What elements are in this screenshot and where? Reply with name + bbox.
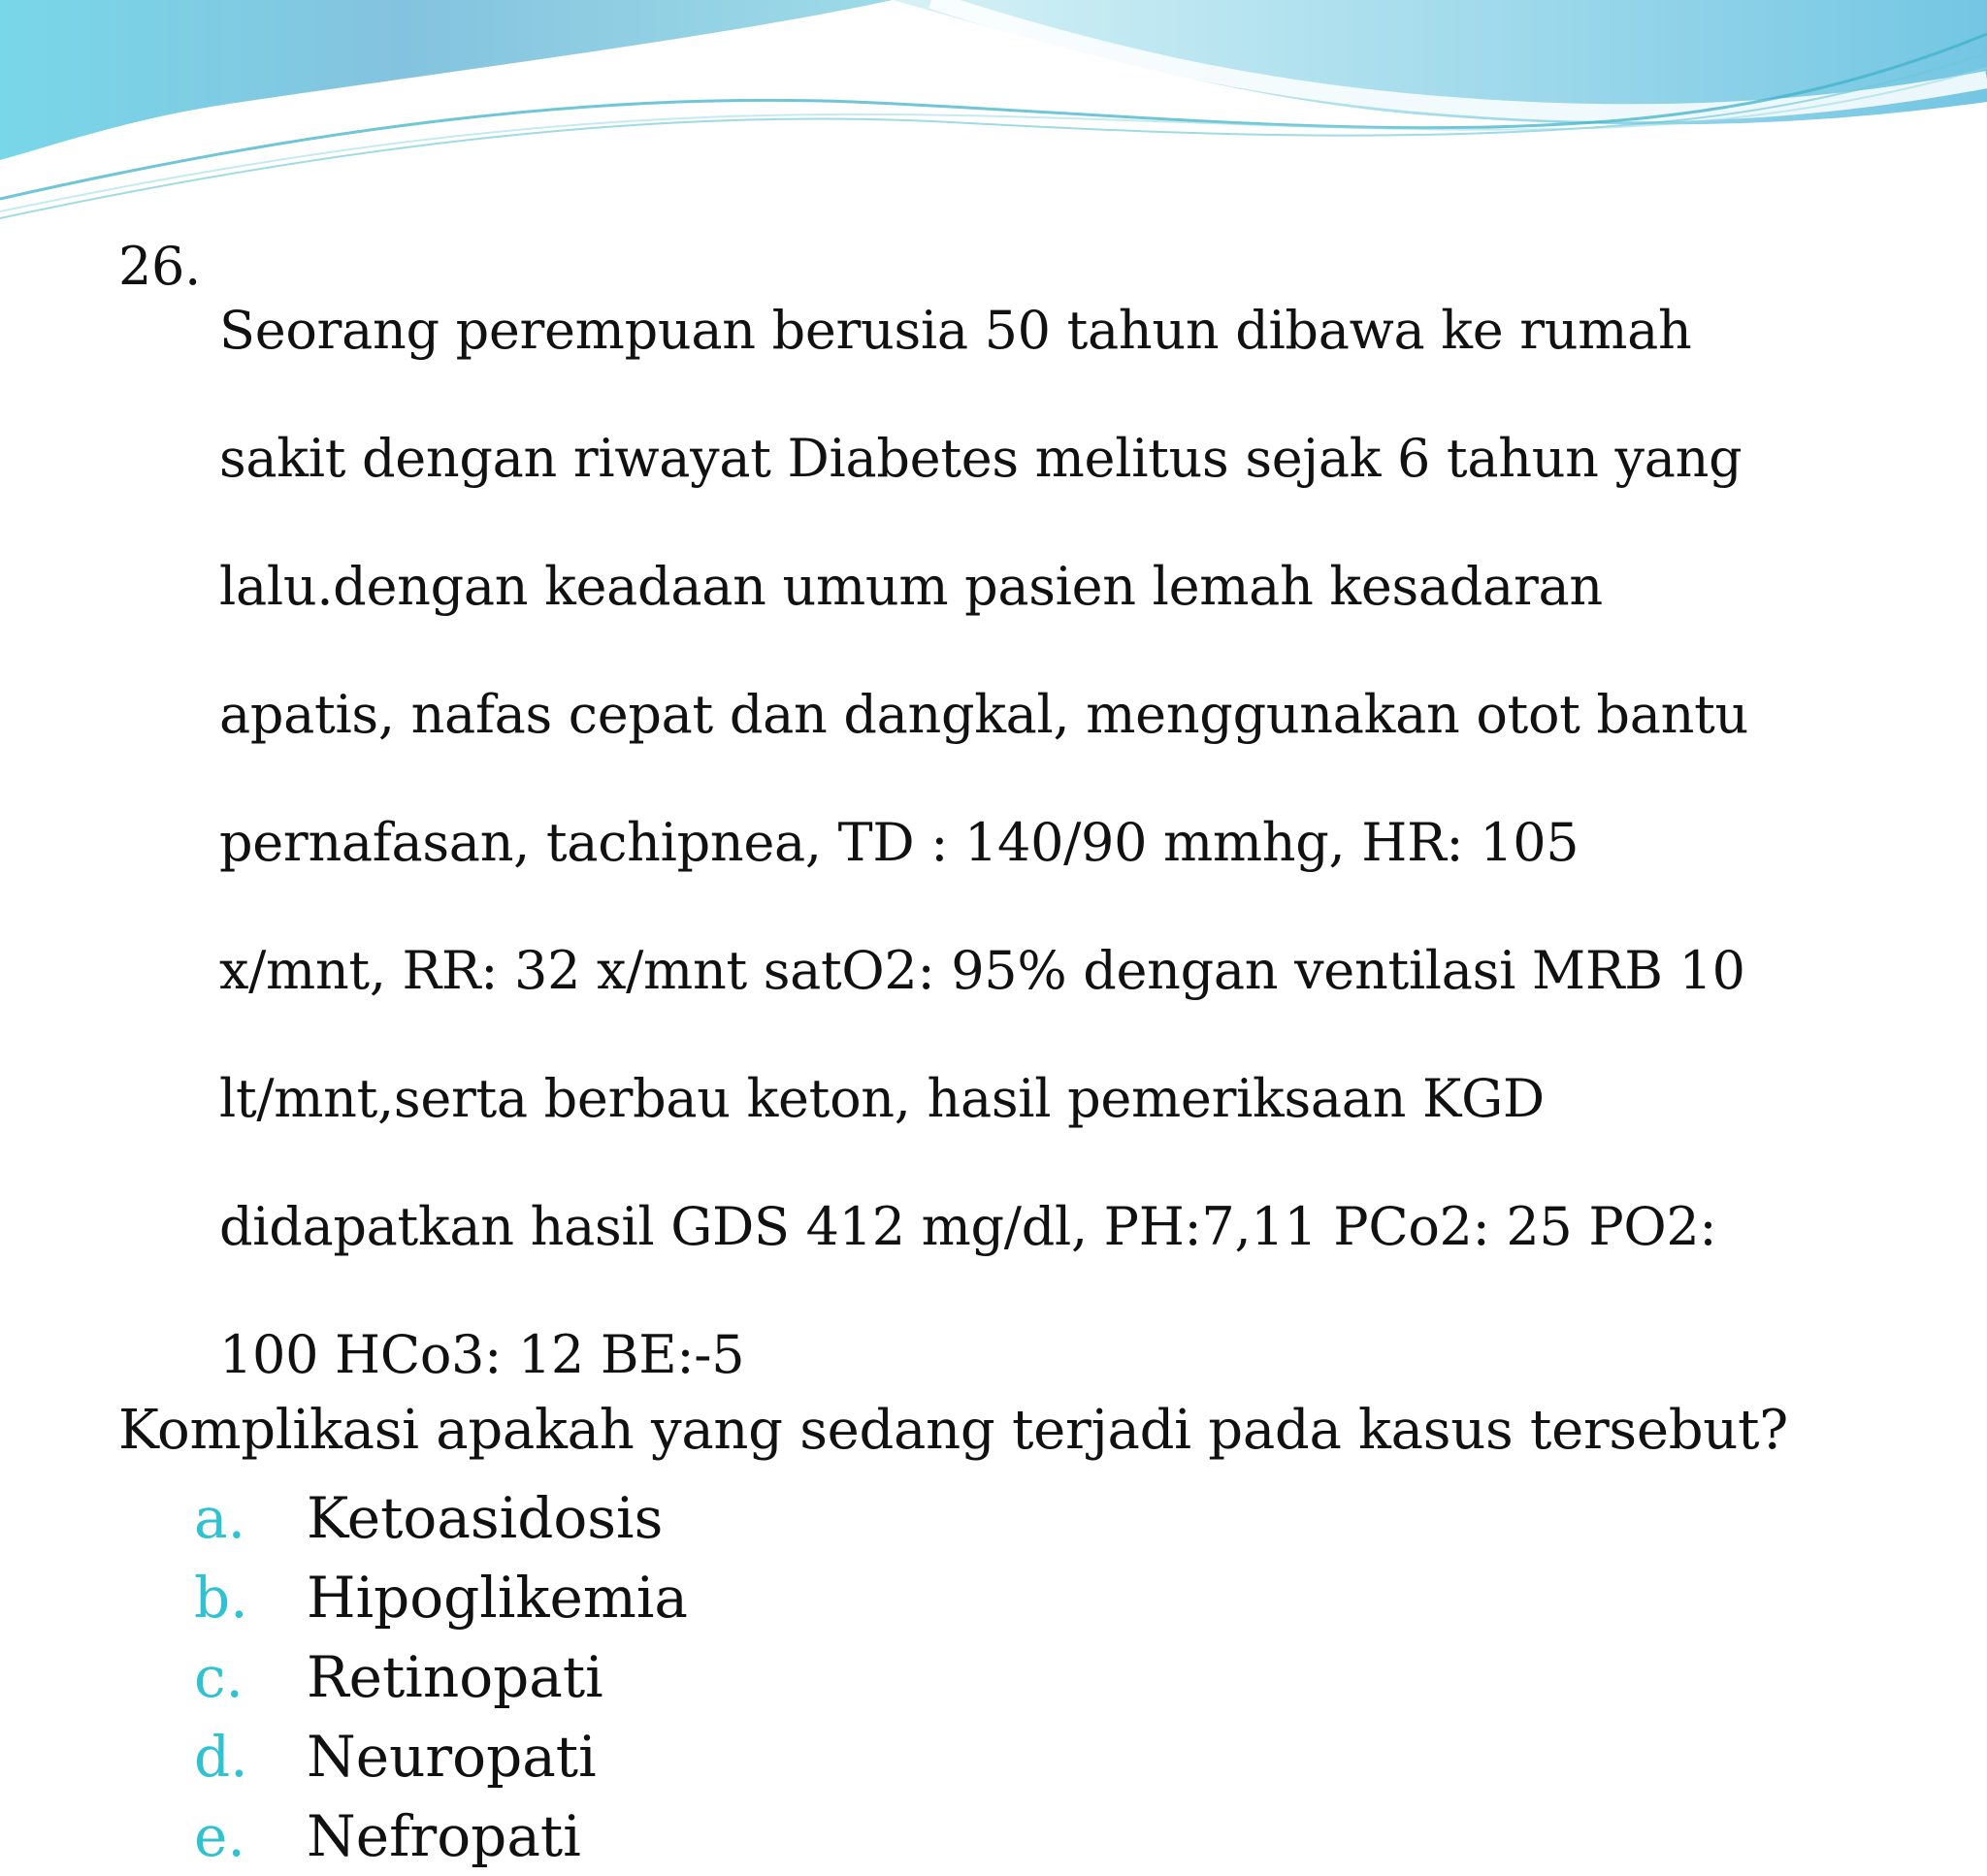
option-letter-c: c. — [194, 1644, 244, 1710]
answer-option-a[interactable] — [118, 1478, 1884, 1558]
option-text-b: Hipoglikemia — [307, 1565, 689, 1631]
option-letter-a: a. — [194, 1485, 246, 1551]
question-prompt: Komplikasi apakah yang sedang terjadi pada kasus tersebut? — [118, 1399, 1788, 1462]
question-line-5: pernafasan, tachipnea, TD : 140/90 mmhg, HR: 105 — [219, 812, 1580, 873]
answer-options — [118, 1478, 1884, 1876]
question-block — [118, 235, 1884, 1387]
question-line-4: apatis, nafas cepat dan dangkal, menggunakan otot bantu — [219, 684, 1748, 745]
question-content — [118, 235, 1884, 1876]
question-line-8: didapatkan hasil GDS 412 mg/dl, PH:7,11 PCo2: 25 PO2: — [219, 1196, 1717, 1257]
question-number: 26. — [118, 236, 201, 297]
answer-option-c[interactable] — [118, 1637, 1884, 1717]
answer-option-e[interactable] — [118, 1796, 1884, 1876]
option-text-d: Neuropati — [307, 1724, 597, 1790]
answer-option-b[interactable] — [118, 1558, 1884, 1637]
option-letter-e: e. — [194, 1803, 245, 1869]
option-letter-b: b. — [194, 1565, 248, 1631]
question-text — [219, 235, 1884, 1387]
question-line-3: lalu.dengan keadaan umum pasien lemah kesadaran — [219, 556, 1603, 617]
option-text-e: Nefropati — [307, 1803, 581, 1869]
option-text-c: Retinopati — [307, 1644, 603, 1710]
question-line-9: 100 HCo3: 12 BE:-5 — [219, 1324, 745, 1385]
question-line-2: sakit dengan riwayat Diabetes melitus sejak 6 tahun yang — [219, 428, 1743, 489]
option-text-a: Ketoasidosis — [307, 1485, 664, 1551]
header-wave-decoration — [0, 0, 1987, 252]
answer-option-d[interactable] — [118, 1717, 1884, 1796]
wave-main-shape — [0, 0, 893, 160]
question-line-6: x/mnt, RR: 32 x/mnt satO2: 95% dengan ventilasi MRB 10 — [219, 940, 1745, 1001]
question-line-1: Seorang perempuan berusia 50 tahun dibawa ke rumah — [219, 300, 1692, 361]
question-line-7: lt/mnt,serta berbau keton, hasil pemeriksaan KGD — [219, 1068, 1545, 1129]
option-letter-d: d. — [194, 1724, 248, 1790]
